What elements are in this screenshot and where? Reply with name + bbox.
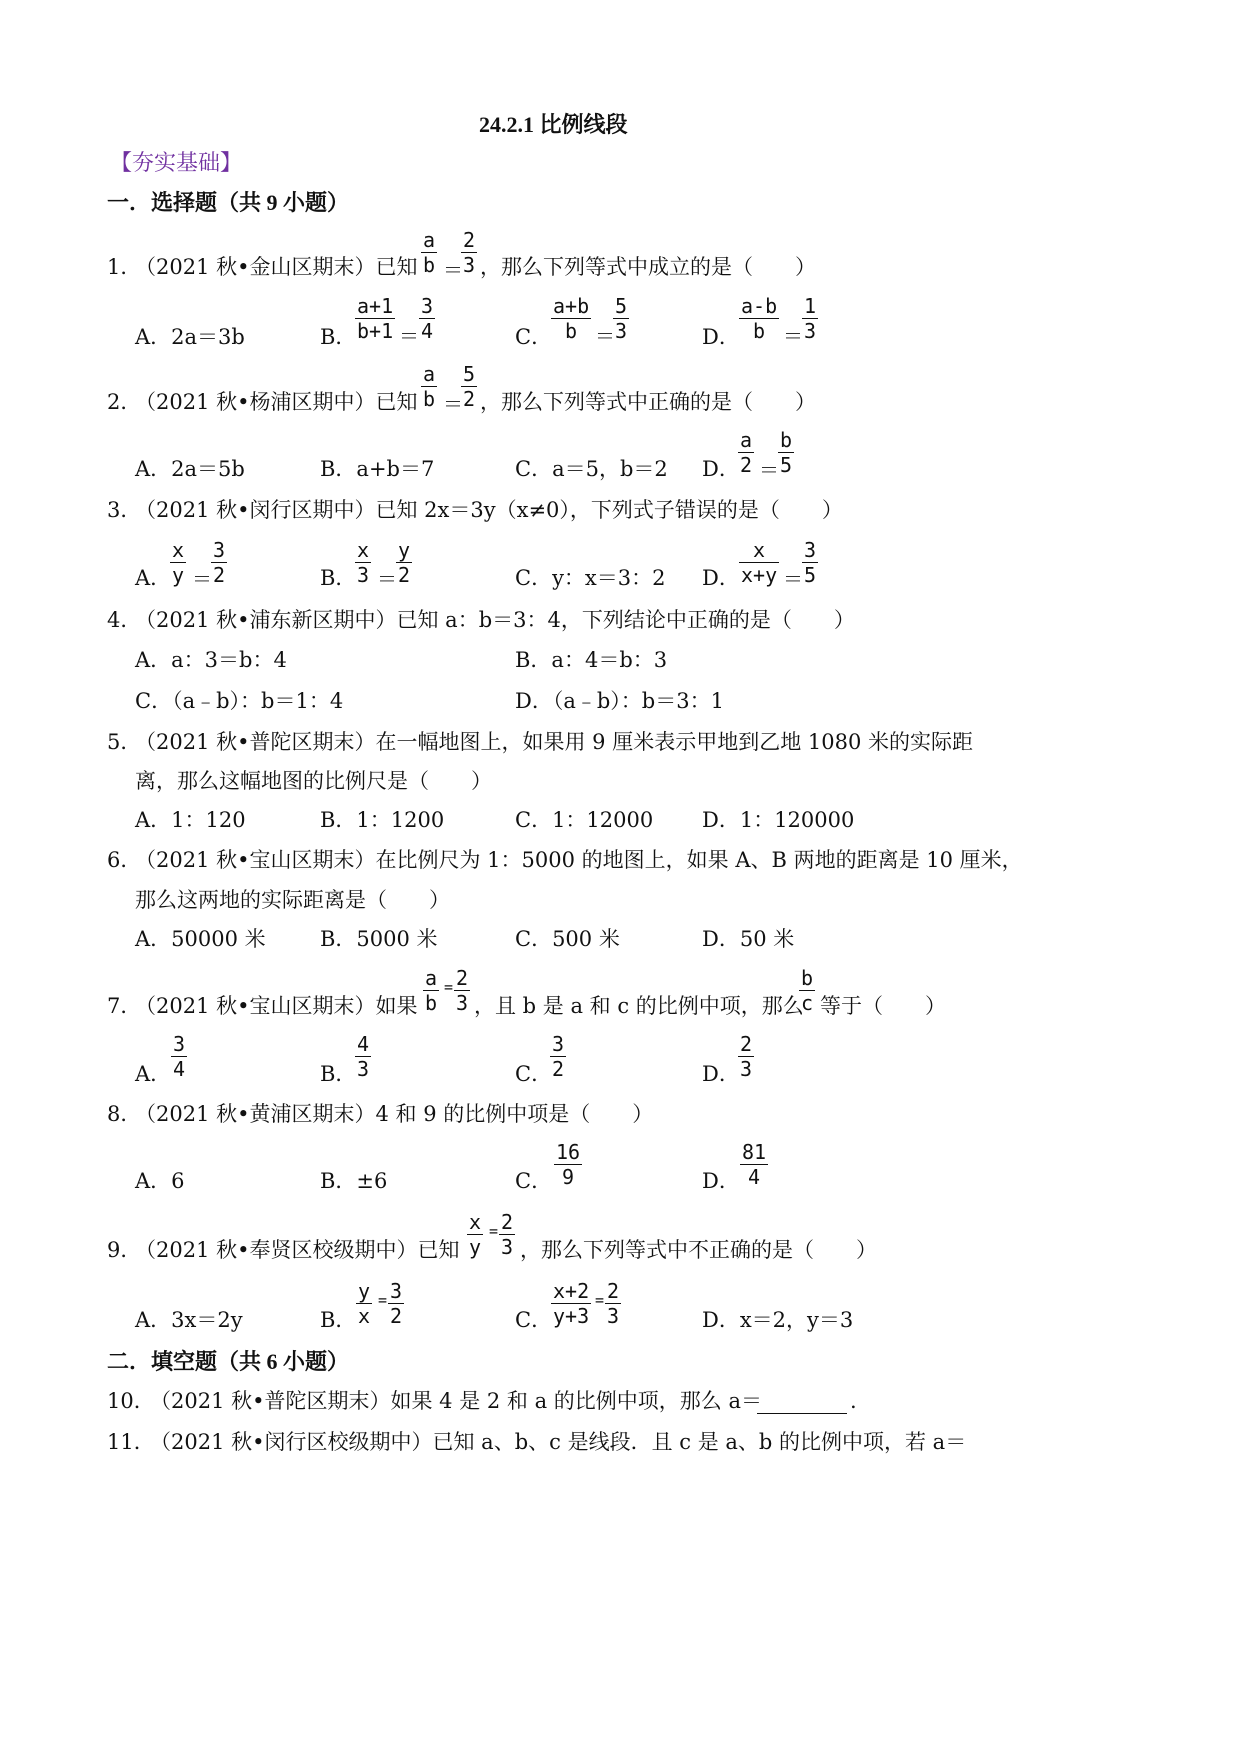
question-source-cont: 那么这两地的实际距离是（ ）	[135, 888, 450, 912]
question-number: 8．	[107, 1102, 142, 1126]
question-tail: ，那么下列等式中正确的是（ ）	[480, 390, 816, 414]
question-number: 4．	[107, 608, 142, 632]
question-source: （2021 秋•普陀区期末）如果 4 是 2 和 a 的比例中项，那么 a＝	[150, 1389, 762, 1413]
option-b[interactable]: B．a+b＝7	[320, 457, 435, 481]
question-tail: ，那么下列等式中不正确的是（ ）	[520, 1238, 877, 1262]
option-d[interactable]: D．（a﹣b）：b＝3：1	[515, 689, 724, 713]
question-mid: ，且 b 是 a 和 c 的比例中项，那么	[474, 994, 804, 1018]
fraction: $\frac{3}{4}$	[173, 1032, 186, 1081]
fraction: $\frac{y}{2}$	[398, 538, 411, 587]
fraction: $\frac{2}{3}$	[463, 228, 476, 277]
question-source: （2021 秋•奉贤区校级期中）已知	[135, 1238, 460, 1262]
equals-sign: ＝	[783, 324, 803, 348]
option-a[interactable]: A．6	[135, 1169, 185, 1193]
section-heading-fill: 二．填空题（共 6 小题）	[107, 1349, 350, 1374]
fraction: $\frac{a}{2}$	[740, 428, 753, 477]
fraction: $\frac{3}{2}$	[390, 1279, 403, 1328]
option-c[interactable]: C．（a﹣b）：b＝1：4	[135, 689, 344, 713]
equals-sign: ＝	[443, 392, 463, 416]
fraction: $\frac{y}{x}$	[358, 1279, 371, 1328]
option-c-label[interactable]: C．	[515, 1062, 553, 1086]
fraction: $\frac{3}{2}$	[552, 1032, 565, 1081]
option-d-label[interactable]: D．	[702, 1169, 740, 1193]
option-b-label[interactable]: B．	[320, 1308, 357, 1332]
section-tag: 【夯实基础】	[110, 151, 243, 176]
question-number: 10．	[107, 1389, 155, 1413]
question-source: （2021 秋•金山区期末）已知	[135, 255, 418, 279]
option-b[interactable]: B．1：1200	[320, 808, 445, 832]
fraction: $\frac{a-b}{b}$	[741, 294, 778, 343]
question-source: （2021 秋•杨浦区期中）已知	[135, 390, 418, 414]
fraction: $\frac{5}{3}$	[615, 294, 628, 343]
fraction: $\frac{2}{3}$	[607, 1279, 620, 1328]
option-d-label[interactable]: D．	[702, 566, 740, 590]
fraction: $\frac{x}{y}$	[172, 538, 185, 587]
fraction: $\frac{3}{5}$	[804, 538, 817, 587]
option-a[interactable]: A．50000 米	[135, 927, 266, 951]
question-number: 11．	[107, 1430, 155, 1454]
option-a[interactable]: A．3x＝2y	[135, 1308, 243, 1332]
fraction: $\frac{5}{2}$	[463, 362, 476, 411]
question-source: （2021 秋•浦东新区期中）已知 a：b＝3：4，下列结论中正确的是（ ）	[135, 608, 855, 632]
option-d-label[interactable]: D．	[702, 1062, 740, 1086]
option-d[interactable]: D．x＝2，y＝3	[702, 1308, 854, 1332]
option-b-label[interactable]: B．	[320, 566, 357, 590]
option-c[interactable]: C．y：x＝3：2	[515, 566, 666, 590]
question-tail: .	[850, 1389, 857, 1413]
option-c[interactable]: C．1：12000	[515, 808, 654, 832]
equals-sign: ＝	[399, 324, 419, 348]
option-a-label[interactable]: A．	[135, 1062, 172, 1086]
answer-blank[interactable]	[757, 1393, 847, 1418]
option-b-label[interactable]: B．	[320, 1062, 357, 1086]
option-c-label[interactable]: C．	[515, 1308, 553, 1332]
equals-sign: =	[595, 1291, 605, 1309]
question-source: （2021 秋•闵行区校级期中）已知 a、b、c 是线段．且 c 是 a、b 的比例中项，若 a＝	[150, 1430, 967, 1454]
question-tail: ，那么下列等式中成立的是（ ）	[480, 255, 816, 279]
fraction: $\frac{a}{b}$	[423, 228, 436, 277]
option-a[interactable]: A．2a＝5b	[135, 457, 245, 481]
option-b-label[interactable]: B．	[320, 325, 357, 349]
fraction: $\frac{2}{3}$	[456, 966, 469, 1015]
question-number: 3．	[107, 498, 142, 522]
equals-sign: ＝	[377, 567, 397, 591]
fraction: $\frac{x+2}{y+3}$	[553, 1279, 590, 1328]
question-source-cont: 离，那么这幅地图的比例尺是（ ）	[135, 769, 492, 793]
question-number: 2．	[107, 390, 142, 414]
option-d[interactable]: D．1：120000	[702, 808, 855, 832]
section-heading-choice: 一．选择题（共 9 小题）	[107, 190, 350, 215]
equals-sign: =	[489, 1222, 499, 1240]
fraction: $\frac{a}{b}$	[425, 966, 438, 1015]
question-source: （2021 秋•黄浦区期末）4 和 9 的比例中项是（ ）	[135, 1102, 654, 1126]
option-a[interactable]: A．1：120	[135, 808, 246, 832]
option-d-label[interactable]: D．	[702, 457, 740, 481]
equals-sign: =	[378, 1291, 388, 1309]
fraction: $\frac{3}{4}$	[421, 294, 434, 343]
option-c-label[interactable]: C．	[515, 325, 553, 349]
option-d[interactable]: D．50 米	[702, 927, 795, 951]
question-number: 6．	[107, 848, 142, 872]
option-a-label[interactable]: A．	[135, 566, 172, 590]
option-c[interactable]: C．a＝5，b＝2	[515, 457, 668, 481]
fraction: $\frac{81}{4}$	[742, 1140, 767, 1189]
fraction: $\frac{3}{2}$	[213, 538, 226, 587]
equals-sign: ＝	[783, 567, 803, 591]
fraction: $\frac{1}{3}$	[804, 294, 817, 343]
option-c[interactable]: C．500 米	[515, 927, 620, 951]
fraction: $\frac{x}{3}$	[357, 538, 370, 587]
question-source: （2021 秋•宝山区期末）如果	[135, 994, 418, 1018]
question-source: （2021 秋•宝山区期末）在比例尺为 1：5000 的地图上，如果 A、B 两地的距离是 10 厘米，	[135, 848, 1023, 872]
option-d-label[interactable]: D．	[702, 325, 740, 349]
fraction: $\frac{a}{b}$	[423, 362, 436, 411]
option-b[interactable]: B．5000 米	[320, 927, 438, 951]
equals-sign: ＝	[443, 258, 463, 282]
equals-sign: ＝	[759, 458, 779, 482]
fraction: $\frac{b}{5}$	[780, 428, 793, 477]
option-a[interactable]: A．a：3＝b：4	[135, 648, 287, 672]
fraction: $\frac{2}{3}$	[501, 1210, 514, 1259]
question-number: 1．	[107, 255, 142, 279]
fraction: $\frac{x}{y}$	[469, 1210, 482, 1259]
question-tail: 等于（ ）	[820, 994, 946, 1018]
equals-sign: ＝	[595, 324, 615, 348]
option-c-label[interactable]: C．	[515, 1169, 553, 1193]
question-source: （2021 秋•普陀区期末）在一幅地图上，如果用 9 厘米表示甲地到乙地 1080 米的实际距	[135, 730, 974, 754]
question-number: 9．	[107, 1238, 142, 1262]
question-number: 7．	[107, 994, 142, 1018]
fraction: $\frac{4}{3}$	[357, 1032, 370, 1081]
fraction: $\frac{16}{9}$	[556, 1140, 581, 1189]
option-a[interactable]: A．2a＝3b	[135, 325, 245, 349]
option-b[interactable]: B．a：4＝b：3	[515, 648, 668, 672]
equals-sign: =	[444, 978, 454, 996]
fraction: $\frac{2}{3}$	[740, 1032, 753, 1081]
fraction: $\frac{a+b}{b}$	[553, 294, 590, 343]
option-b[interactable]: B．±6	[320, 1169, 388, 1193]
fraction: $\frac{a+1}{b+1}$	[357, 294, 394, 343]
question-source: （2021 秋•闵行区期中）已知 2x＝3y（x≠0），下列式子错误的是（ ）	[135, 498, 843, 522]
fraction: $\frac{x}{x+y}$	[741, 538, 778, 587]
question-number: 5．	[107, 730, 142, 754]
equals-sign: ＝	[192, 567, 212, 591]
fraction: $\frac{b}{c}$	[801, 966, 814, 1015]
page-title: 24.2.1 比例线段	[479, 112, 628, 137]
